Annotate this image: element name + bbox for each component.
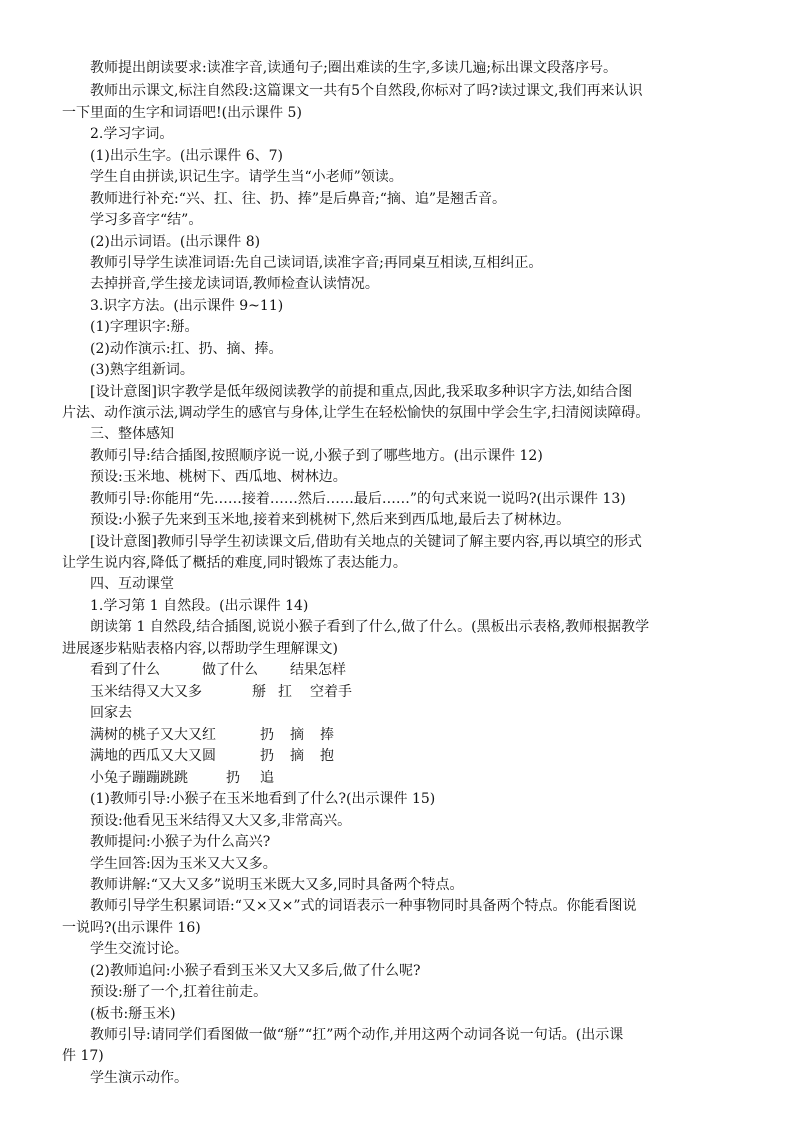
table-cell: 扛	[278, 684, 292, 700]
table-cell: 小兔子蹦蹦跳跳	[90, 770, 188, 786]
table-header-cell: 做了什么	[202, 662, 258, 678]
paragraph-line: 学生自由拼读,识记生字。请学生当“小老师”领读。	[90, 169, 403, 185]
paragraph-line: 教师引导学生读准词语:先自己读词语,读准字音;再同桌互相读,互相纠正。	[90, 255, 543, 271]
paragraph-line: 学生回答:因为玉米又大又多。	[90, 856, 277, 872]
design-intent-line: 片法、动作演示法,调动学生的感官与身体,让学生在轻松愉快的氛围中学会生字,扫清阅读障碍。	[62, 405, 650, 421]
paragraph-line: 教师引导:请同学们看图做一做“掰”“扛”两个动作,并用这两个动词各说一句话。(出示课	[90, 1027, 624, 1043]
table-cell: 满地的西瓜又大又圆	[90, 748, 216, 764]
paragraph-line: (1)教师引导:小猴子在玉米地看到了什么?(出示课件 15)	[90, 791, 436, 807]
paragraph-line: (2)教师追问:小猴子看到玉米又大又多后,做了什么呢?	[90, 963, 421, 979]
paragraph-line: (1)字理识字:掰。	[90, 319, 199, 335]
table-cell: 满树的桃子又大又红	[90, 727, 216, 743]
paragraph-line: 教师引导:你能用“先……接着……然后……最后……”的句式来说一说吗?(出示课件 13)	[90, 491, 626, 507]
paragraph-line: 件 17)	[62, 1048, 104, 1064]
paragraph-line: 一下里面的生字和词语吧!(出示课件 5)	[62, 105, 302, 121]
section-heading: 四、互动课堂	[90, 576, 174, 592]
paragraph-line: 教师引导:结合插图,按照顺序说一说,小猴子到了哪些地方。(出示课件 12)	[90, 448, 543, 464]
paragraph-line: (1)出示生字。(出示课件 6、7)	[90, 148, 284, 164]
paragraph-line: 教师进行补充:“兴、扛、往、扔、捧”是后鼻音;“摘、追”是翘舌音。	[90, 191, 507, 207]
table-cell: 捧	[320, 727, 334, 743]
section-subheading: 3.识字方法。(出示课件 9~11)	[90, 298, 284, 314]
paragraph-line: 预设:掰了一个,扛着往前走。	[90, 984, 268, 1000]
table-header-cell: 结果怎样	[290, 662, 346, 678]
design-intent-line: [设计意图]教师引导学生初读课文后,借助有关地点的关键词了解主要内容,再以填空的形式	[90, 534, 642, 550]
table-cell: 玉米结得又大又多	[90, 684, 202, 700]
table-cell: 空着手	[310, 684, 352, 700]
table-row	[90, 682, 750, 702]
table-header-cell: 看到了什么	[90, 662, 160, 678]
paragraph-line: 学生演示动作。	[90, 1070, 188, 1086]
paragraph-line: 教师引导学生积累词语:“又×又×”式的词语表示一种事物同时具备两个特点。你能看图说	[90, 898, 637, 914]
table-cell: 扔	[226, 770, 240, 786]
paragraph-line: (3)熟字组新词。	[90, 362, 194, 378]
paragraph-line: 预设:玉米地、桃树下、西瓜地、树林边。	[90, 469, 347, 485]
section-subheading: 2.学习字词。	[90, 126, 174, 142]
table-cell: 抱	[320, 748, 334, 764]
table-cell: 追	[260, 770, 274, 786]
paragraph-line: 预设:他看见玉米结得又大又多,非常高兴。	[90, 813, 352, 829]
paragraph-line: 一说吗?(出示课件 16)	[62, 920, 201, 936]
paragraph-line: 预设:小猴子先来到玉米地,接着来到桃树下,然后来到西瓜地,最后去了树林边。	[90, 512, 571, 528]
paragraph-line: (2)出示词语。(出示课件 8)	[90, 234, 261, 250]
table-cell: 扔	[260, 727, 274, 743]
paragraph-line: 去掉拼音,学生接龙读词语,教师检查认读情况。	[90, 276, 379, 292]
paragraph-line: 教师出示课文,标注自然段:这篇课文一共有5个自然段,你标对了吗?读过课文,我们再来认识	[90, 83, 643, 99]
table-cell: 摘	[290, 748, 304, 764]
table-row	[90, 768, 750, 788]
table-row	[90, 746, 750, 766]
paragraph-line: (2)动作演示:扛、扔、摘、捧。	[90, 341, 283, 357]
table-row-continuation: 回家去	[90, 705, 132, 721]
paragraph-line: 教师提问:小猴子为什么高兴?	[90, 834, 271, 850]
paragraph-line: 教师提出朗读要求:读准字音,读通句子;圈出难读的生字,多读几遍;标出课文段落序号。	[90, 60, 618, 76]
blackboard-note: (板书:掰玉米)	[90, 1006, 176, 1022]
paragraph-line: 进展逐步粘贴表格内容,以帮助学生理解课文)	[62, 641, 338, 657]
section-subheading: 1.学习第 1 自然段。(出示课件 14)	[90, 598, 309, 614]
paragraph-line: 学习多音字“结”。	[90, 212, 203, 228]
section-heading: 三、整体感知	[90, 426, 174, 442]
paragraph-line: 教师讲解:“又大又多”说明玉米既大又多,同时具备两个特点。	[90, 877, 464, 893]
table-cell: 掰	[252, 684, 266, 700]
table-header-row	[90, 660, 750, 680]
design-intent-line: 让学生说内容,降低了概括的难度,同时锻炼了表达能力。	[62, 555, 407, 571]
paragraph-line: 学生交流讨论。	[90, 941, 188, 957]
table-cell: 摘	[290, 727, 304, 743]
table-cell: 扔	[260, 748, 274, 764]
paragraph-line: 朗读第 1 自然段,结合插图,说说小猴子看到了什么,做了什么。(黑板出示表格,教师根据教学	[90, 619, 650, 635]
table-row	[90, 725, 750, 745]
design-intent-line: [设计意图]识字教学是低年级阅读教学的前提和重点,因此,我采取多种识字方法,如结合图	[90, 384, 633, 400]
